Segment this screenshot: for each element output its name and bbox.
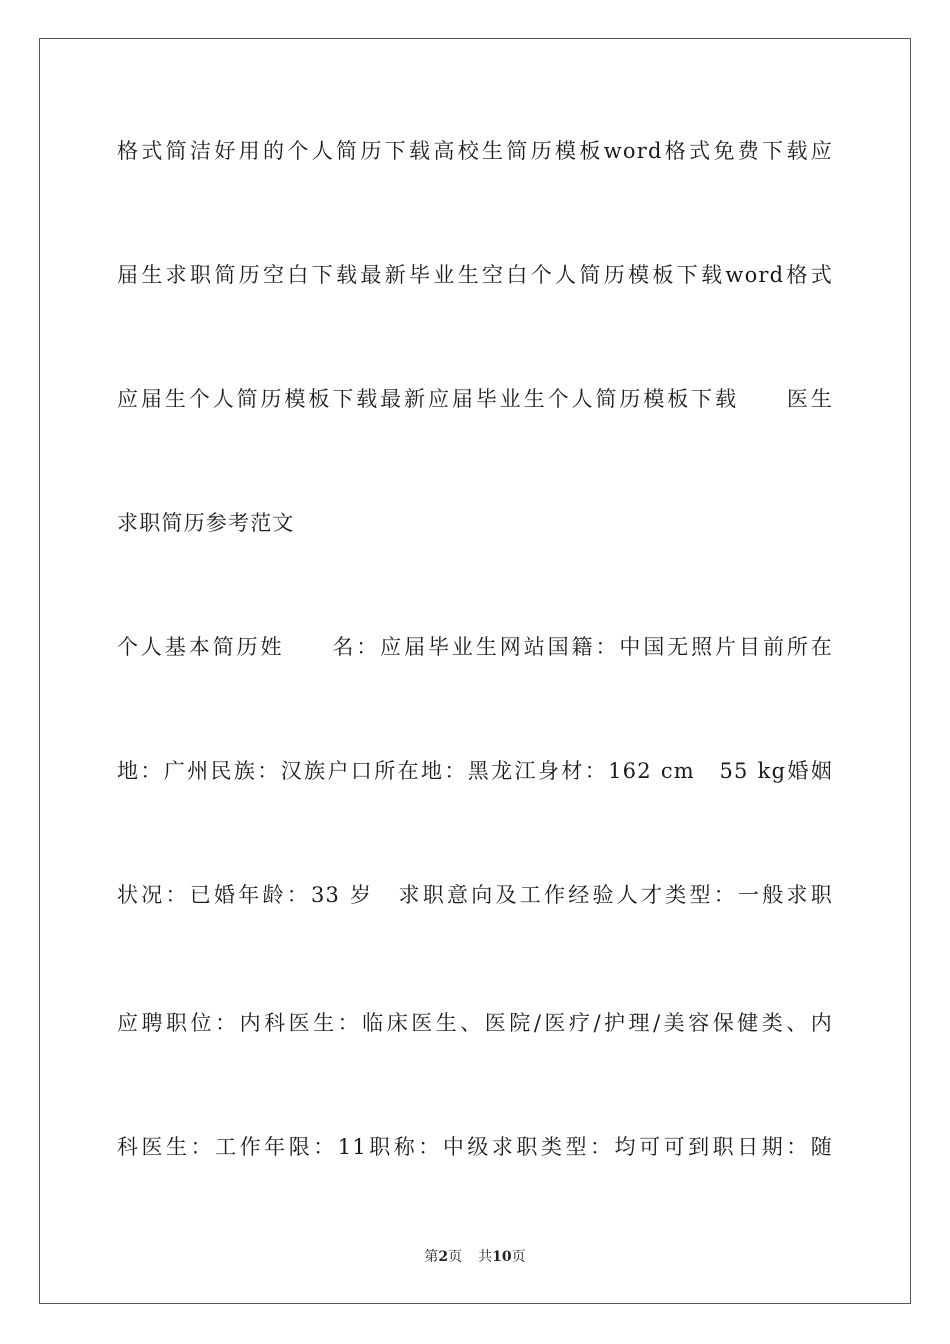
- total-prefix: 共: [478, 1249, 493, 1265]
- text-line: 格式简洁好用的个人简历下载高校生简历模板word格式免费下载应: [117, 139, 833, 163]
- total-suffix: 页: [511, 1249, 526, 1265]
- text-line: 应聘职位：内科医生：临床医生、医院/医疗/护理/美容保健类、内: [117, 1011, 833, 1035]
- current-page-number: 2: [438, 1249, 449, 1265]
- text-line: 状况：已婚年龄：33 岁 求职意向及工作经验人才类型：一般求职: [117, 883, 833, 907]
- page-footer: [0, 1248, 950, 1266]
- text-line: 地：广州民族：汉族户口所在地：黑龙江身材：162 cm 55 kg婚姻: [117, 759, 833, 783]
- page-suffix: 页: [448, 1249, 463, 1265]
- text-line: 届生求职简历空白下载最新毕业生空白个人简历模板下载word格式: [117, 263, 833, 287]
- page-frame: [39, 38, 911, 1304]
- text-line: 求职简历参考范文: [117, 511, 295, 535]
- text-line: 应届生个人简历模板下载最新应届毕业生个人简历模板下载 医生: [117, 387, 833, 411]
- text-line: 科医生：工作年限：11职称：中级求职类型：均可可到职日期：随: [117, 1135, 833, 1159]
- total-page-count: 10: [492, 1249, 512, 1265]
- text-line: 个人基本简历姓 名：应届毕业生网站国籍：中国无照片目前所在: [117, 635, 833, 659]
- page-prefix: 第: [424, 1249, 439, 1265]
